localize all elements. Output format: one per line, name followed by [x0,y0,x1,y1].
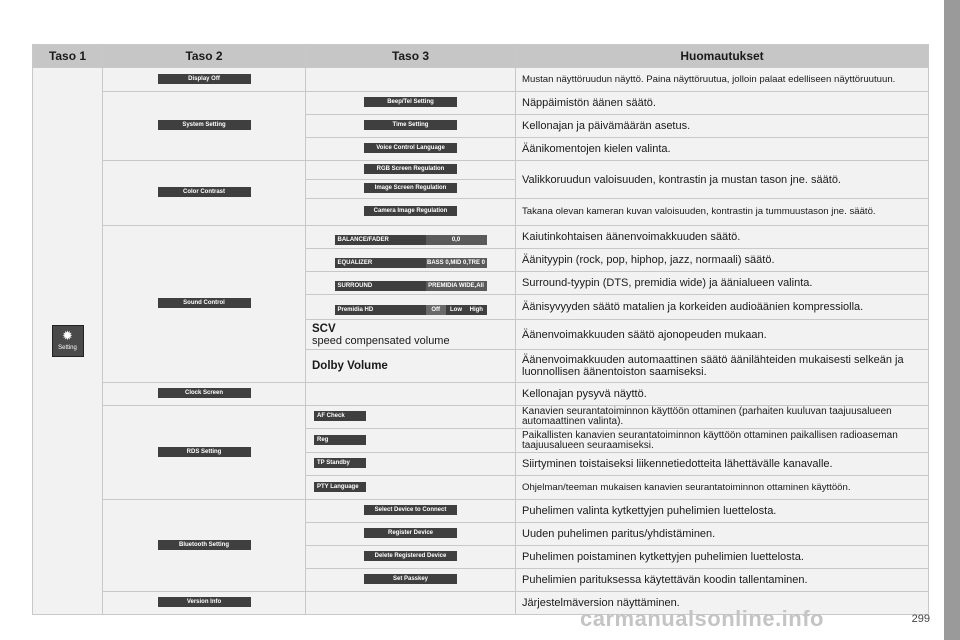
header-taso2: Taso 2 [103,45,306,68]
level3-cell [306,226,516,249]
level3-cell [306,199,516,226]
level3-cell [306,115,516,138]
page-number: 299 [911,613,930,625]
scv-cell [306,320,516,350]
note-cell: Puhelimien parituksessa käytettävän koodin tallentaminen. [516,569,929,592]
level3-cell [306,523,516,546]
note-cell: Puhelimen poistaminen kytkettyjen puhelimien luettelosta. [516,546,929,569]
premidia-low-option[interactable]: Low [449,307,462,313]
level1-cell [33,68,103,615]
level3-cell [306,138,516,161]
watermark: carmanualsonline.info [580,606,824,631]
note-cell: Uuden puhelimen paritus/yhdistäminen. [516,523,929,546]
system-setting-button[interactable]: System Setting [158,120,251,130]
level3-cell [306,429,516,453]
level3-cell [306,476,516,500]
note-cell: Äänenvoimakkuuden säätö ajonopeuden mukaan. [516,320,929,350]
note-cell: Näppäimistön äänen säätö. [516,92,929,115]
display-off-button[interactable]: Display Off [158,74,251,84]
select-device-button[interactable]: Select Device to Connect [364,505,457,515]
level3-cell [306,546,516,569]
balance-fader-control[interactable] [335,235,487,245]
clock-screen-button[interactable]: Clock Screen [158,388,251,398]
gear-icon: ✹ [62,328,73,343]
af-check-button[interactable]: AF Check [314,411,366,421]
level3-cell [306,92,516,115]
note-cell: Kellonajan pysyvä näyttö. [516,383,929,406]
premidia-hd-control[interactable] [335,305,487,315]
setting-button[interactable] [52,325,84,357]
premidia-off-option[interactable]: Off [426,305,446,315]
color-contrast-cell [103,161,306,226]
set-passkey-button[interactable]: Set Passkey [364,574,457,584]
level3-cell [306,272,516,295]
rds-setting-button[interactable]: RDS Setting [158,447,251,457]
note-cell: Ohjelman/teeman mukaisen kanavien seurantatoiminnon ottaminen käyttöön. [516,476,929,500]
reg-button[interactable]: Reg [314,435,366,445]
premidia-hd-label: Premidia HD [337,307,374,313]
note-cell: Äänityypin (rock, pop, hiphop, jazz, normaali) säätö. [516,249,929,272]
empty-cell [306,592,516,615]
equalizer-control[interactable] [335,258,487,268]
note-cell: Takana olevan kameran kuvan valoisuuden, kontrastin ja tummuustason jne. säätö. [516,199,929,226]
settings-table [32,44,929,615]
note-cell: Äänikomentojen kielen valinta. [516,138,929,161]
level3-cell [306,249,516,272]
bluetooth-setting-button[interactable]: Bluetooth Setting [158,540,251,550]
note-cell: Äänisyvyyden säätö matalien ja korkeiden audioäänien kompressiolla. [516,295,929,320]
level3-cell [306,406,516,429]
level3-cell [306,180,516,199]
note-cell: Siirtyminen toistaiseksi liikennetiedotteita lähettävälle kanavalle. [516,453,929,476]
clock-screen-cell [103,383,306,406]
balance-fader-value: 0,0 [426,235,487,245]
equalizer-label: EQUALIZER [337,260,373,266]
note-cell: Äänenvoimakkuuden automaattinen säätö äänilähteiden mukaisesti selkeän ja luonnollisen äänentoiston saamiseksi. [516,350,929,383]
empty-cell [306,68,516,92]
sound-control-cell [103,226,306,383]
bluetooth-setting-cell [103,500,306,592]
note-cell: Kaiutinkohtaisen äänenvoimakkuuden säätö. [516,226,929,249]
level3-cell [306,453,516,476]
note-cell: Surround-tyypin (DTS, premidia wide) ja äänialueen valinta. [516,272,929,295]
header-taso1: Taso 1 [33,45,103,68]
note-cell: Puhelimen valinta kytkettyjen puhelimien luettelosta. [516,500,929,523]
balance-fader-label: BALANCE/FADER [337,237,389,243]
rgb-screen-regulation-button[interactable]: RGB Screen Regulation [364,164,457,174]
color-contrast-button[interactable]: Color Contrast [158,187,251,197]
level3-cell [306,500,516,523]
page-edge-bar [944,0,960,640]
tp-standby-button[interactable]: TP Standby [314,458,366,468]
time-setting-button[interactable]: Time Setting [364,120,457,130]
note-cell: Valikkoruudun valoisuuden, kontrastin ja mustan tason jne. säätö. [516,161,929,199]
header-row [33,45,929,68]
note-cell: Paikallisten kanavien seurantatoiminnon käyttöön ottaminen paikallisen radioaseman taajuusalueen seuraamiseksi. [516,429,929,453]
note-cell: Järjestelmäversion näyttäminen. [516,592,929,615]
surround-label: SURROUND [337,283,373,289]
display-off-note: Mustan näyttöruudun näyttö. Paina näyttöruutua, jolloin palaat edelliseen näyttöruutuun. [516,68,929,92]
delete-registered-device-button[interactable]: Delete Registered Device [364,551,457,561]
level3-cell [306,161,516,180]
camera-image-regulation-button[interactable]: Camera Image Regulation [364,206,457,216]
rds-setting-cell [103,406,306,500]
level3-cell [306,295,516,320]
version-info-cell [103,592,306,615]
register-device-button[interactable]: Register Device [364,528,457,538]
header-notes: Huomautukset [516,45,929,68]
note-cell: Kanavien seurantatoiminnon käyttöön ottaminen (parhaiten kuuluvan taajuusalueen automaattinen valinta). [516,406,929,429]
image-screen-regulation-button[interactable]: Image Screen Regulation [364,183,457,193]
sound-control-button[interactable]: Sound Control [158,298,251,308]
scv-subtitle: speed compensated volume [312,334,450,347]
dolby-volume-cell: Dolby Volume [306,350,516,383]
version-info-button[interactable]: Version Info [158,597,251,607]
equalizer-value: BASS 0,MID 0,TRE 0 [426,260,485,266]
premidia-high-option[interactable]: High [469,307,483,313]
empty-cell [306,383,516,406]
pty-language-button[interactable]: PTY Language [314,482,366,492]
display-off-cell [103,68,306,92]
surround-value: PREMIDIA WIDE,All [426,281,487,291]
header-taso3: Taso 3 [306,45,516,68]
level3-cell [306,569,516,592]
scv-title: SCV [312,322,336,335]
setting-label: Setting [58,345,77,351]
system-setting-cell [103,92,306,161]
beep-tel-setting-button[interactable]: Beep/Tel Setting [364,97,457,107]
surround-control[interactable] [335,281,487,291]
voice-control-language-button[interactable]: Voice Control Language [364,143,457,153]
note-cell: Kellonajan ja päivämäärän asetus. [516,115,929,138]
